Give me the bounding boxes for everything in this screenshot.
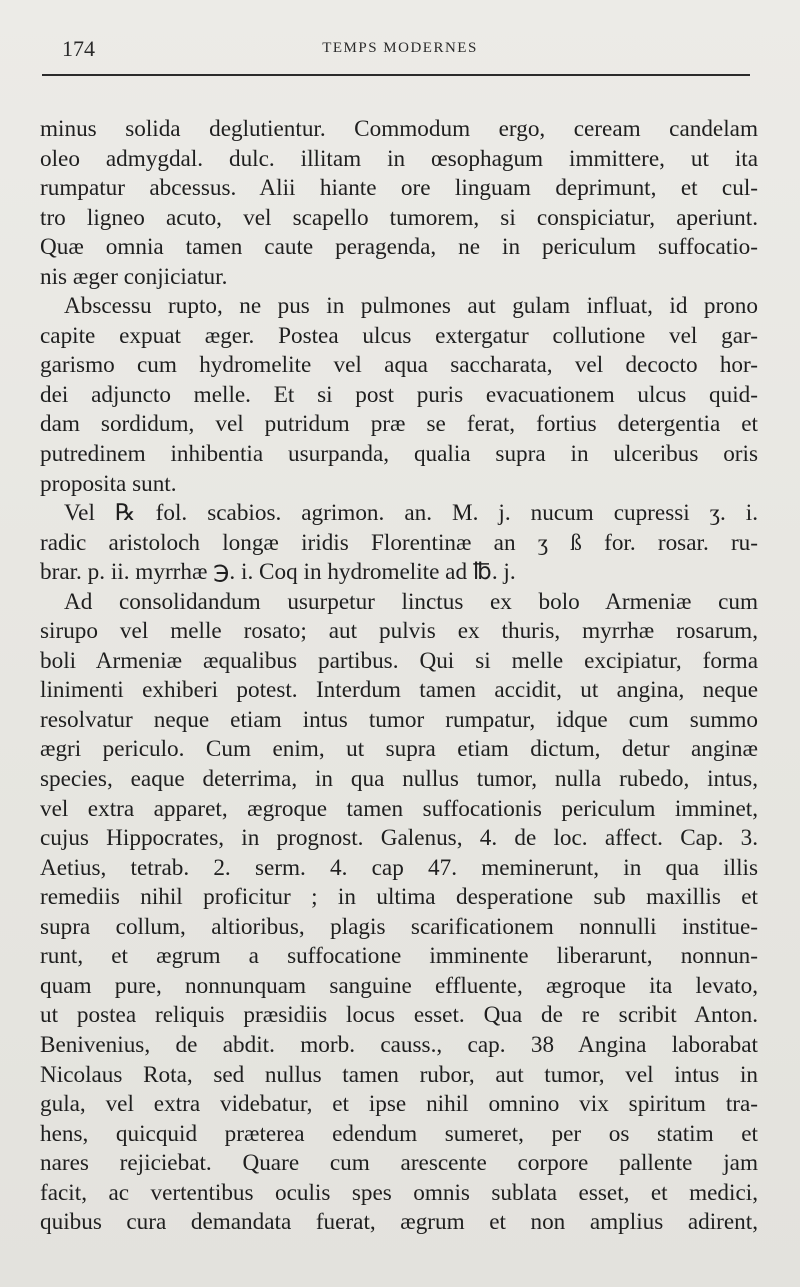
page-number: 174 [62,36,95,61]
body-text [40,115,758,1238]
text-line: nis æger conjiciatur. [40,263,228,290]
text-line: Nicolaus Rota, sed nullus tamen rubor, aut tumor, vel intus in [40,1061,758,1088]
text-line: resolvatur neque etiam intus tumor rumpatur, idque cum summo [40,706,758,733]
text-line: species, eaque deterrima, in qua nullus tumor, nulla rubedo, intus, [40,766,758,793]
text-line: ægri periculo. Cum enim, ut supra etiam dictum, detur anginæ [40,736,758,763]
text-line: oleo admygdal. dulc. illitam in œsophagum immittere, ut ita [40,145,758,172]
text-line: tro ligneo acuto, vel scapello tumorem, si conspiciatur, aperiunt. [40,204,758,231]
text-line: rumpatur abcessus. Alii hiante ore linguam deprimunt, et cul- [40,175,758,202]
text-line: proposita sunt. [40,470,177,497]
text-line: ut postea reliquis præsidiis locus esset. Qua de re scribit Anton. [40,1002,758,1029]
text-line: quibus cura demandata fuerat, ægrum et non amplius adirent, [40,1209,758,1236]
text-line: cujus Hippocrates, in prognost. Galenus, 4. de loc. affect. Cap. 3. [40,825,758,852]
text-line: boli Armeniæ æqualibus partibus. Qui si melle excipiatur, forma [40,647,758,674]
text-line: dei adjuncto melle. Et si post puris evacuationem ulcus quid- [40,381,758,408]
text-line: hens, quicquid præterea edendum sumeret, per os statim et [40,1120,758,1147]
text-line: Abscessu rupto, ne pus in pulmones aut gulam influat, id prono [64,293,758,320]
page-header [48,30,752,70]
text-line: remediis nihil proficitur ; in ultima desperatione sub maxillis et [40,884,758,911]
text-line: minus solida deglutientur. Commodum ergo, ceream candelam [40,116,758,142]
text-line: brar. p. ii. myrrhæ ℈. i. Coq in hydromelite ad ℔. j. [40,559,516,586]
text-line: Benivenius, de abdit. morb. causs., cap. 38 Angina laborabat [40,1031,758,1058]
text-line: linimenti exhiberi potest. Interdum tamen accidit, ut angina, neque [40,677,758,704]
text-line: garismo cum hydromelite vel aqua saccharata, vel decocto hor- [40,352,758,379]
running-head: TEMPS MODERNES [322,40,478,56]
text-line: gula, vel extra videbatur, et ipse nihil omnino vix spiritum tra- [40,1091,758,1118]
text-line: radic aristoloch longæ iridis Florentinæ an ʒ ß for. rosar. ru- [40,529,758,556]
text-line: quam pure, nonnunquam sanguine effluente, ægroque ita levato, [40,972,758,999]
text-line: nares rejiciebat. Quare cum arescente corpore pallente jam [40,1150,758,1177]
text-line: Ad consolidandum usurpetur linctus ex bolo Armeniæ cum [64,588,758,615]
text-line: putredinem inhibentia usurpanda, qualia supra in ulceribus oris [40,441,758,468]
text-line: facit, ac vertentibus oculis spes omnis sublata esset, et medici, [40,1179,758,1206]
text-line: capite expuat æger. Postea ulcus extergatur collutione vel gar- [40,322,758,349]
text-line: supra collum, altioribus, plagis scarificationem nonnulli institue- [40,913,758,940]
text-line: Aetius, tetrab. 2. serm. 4. cap 47. meminerunt, in qua illis [40,854,758,881]
header-rule [42,74,750,76]
text-line: dam sordidum, vel putridum præ se ferat, fortius detergentia et [40,411,758,438]
text-line: Vel ℞ fol. scabios. agrimon. an. M. j. nucum cupressi ʒ. i. [64,500,758,527]
text-line: vel extra apparet, ægroque tamen suffocationis periculum imminet, [40,795,758,822]
text-line: runt, et ægrum a suffocatione imminente liberarunt, nonnun- [40,943,758,970]
text-line: sirupo vel melle rosato; aut pulvis ex thuris, myrrhæ rosarum, [40,618,758,645]
text-line: Quæ omnia tamen caute peragenda, ne in periculum suffocatio- [40,234,758,261]
